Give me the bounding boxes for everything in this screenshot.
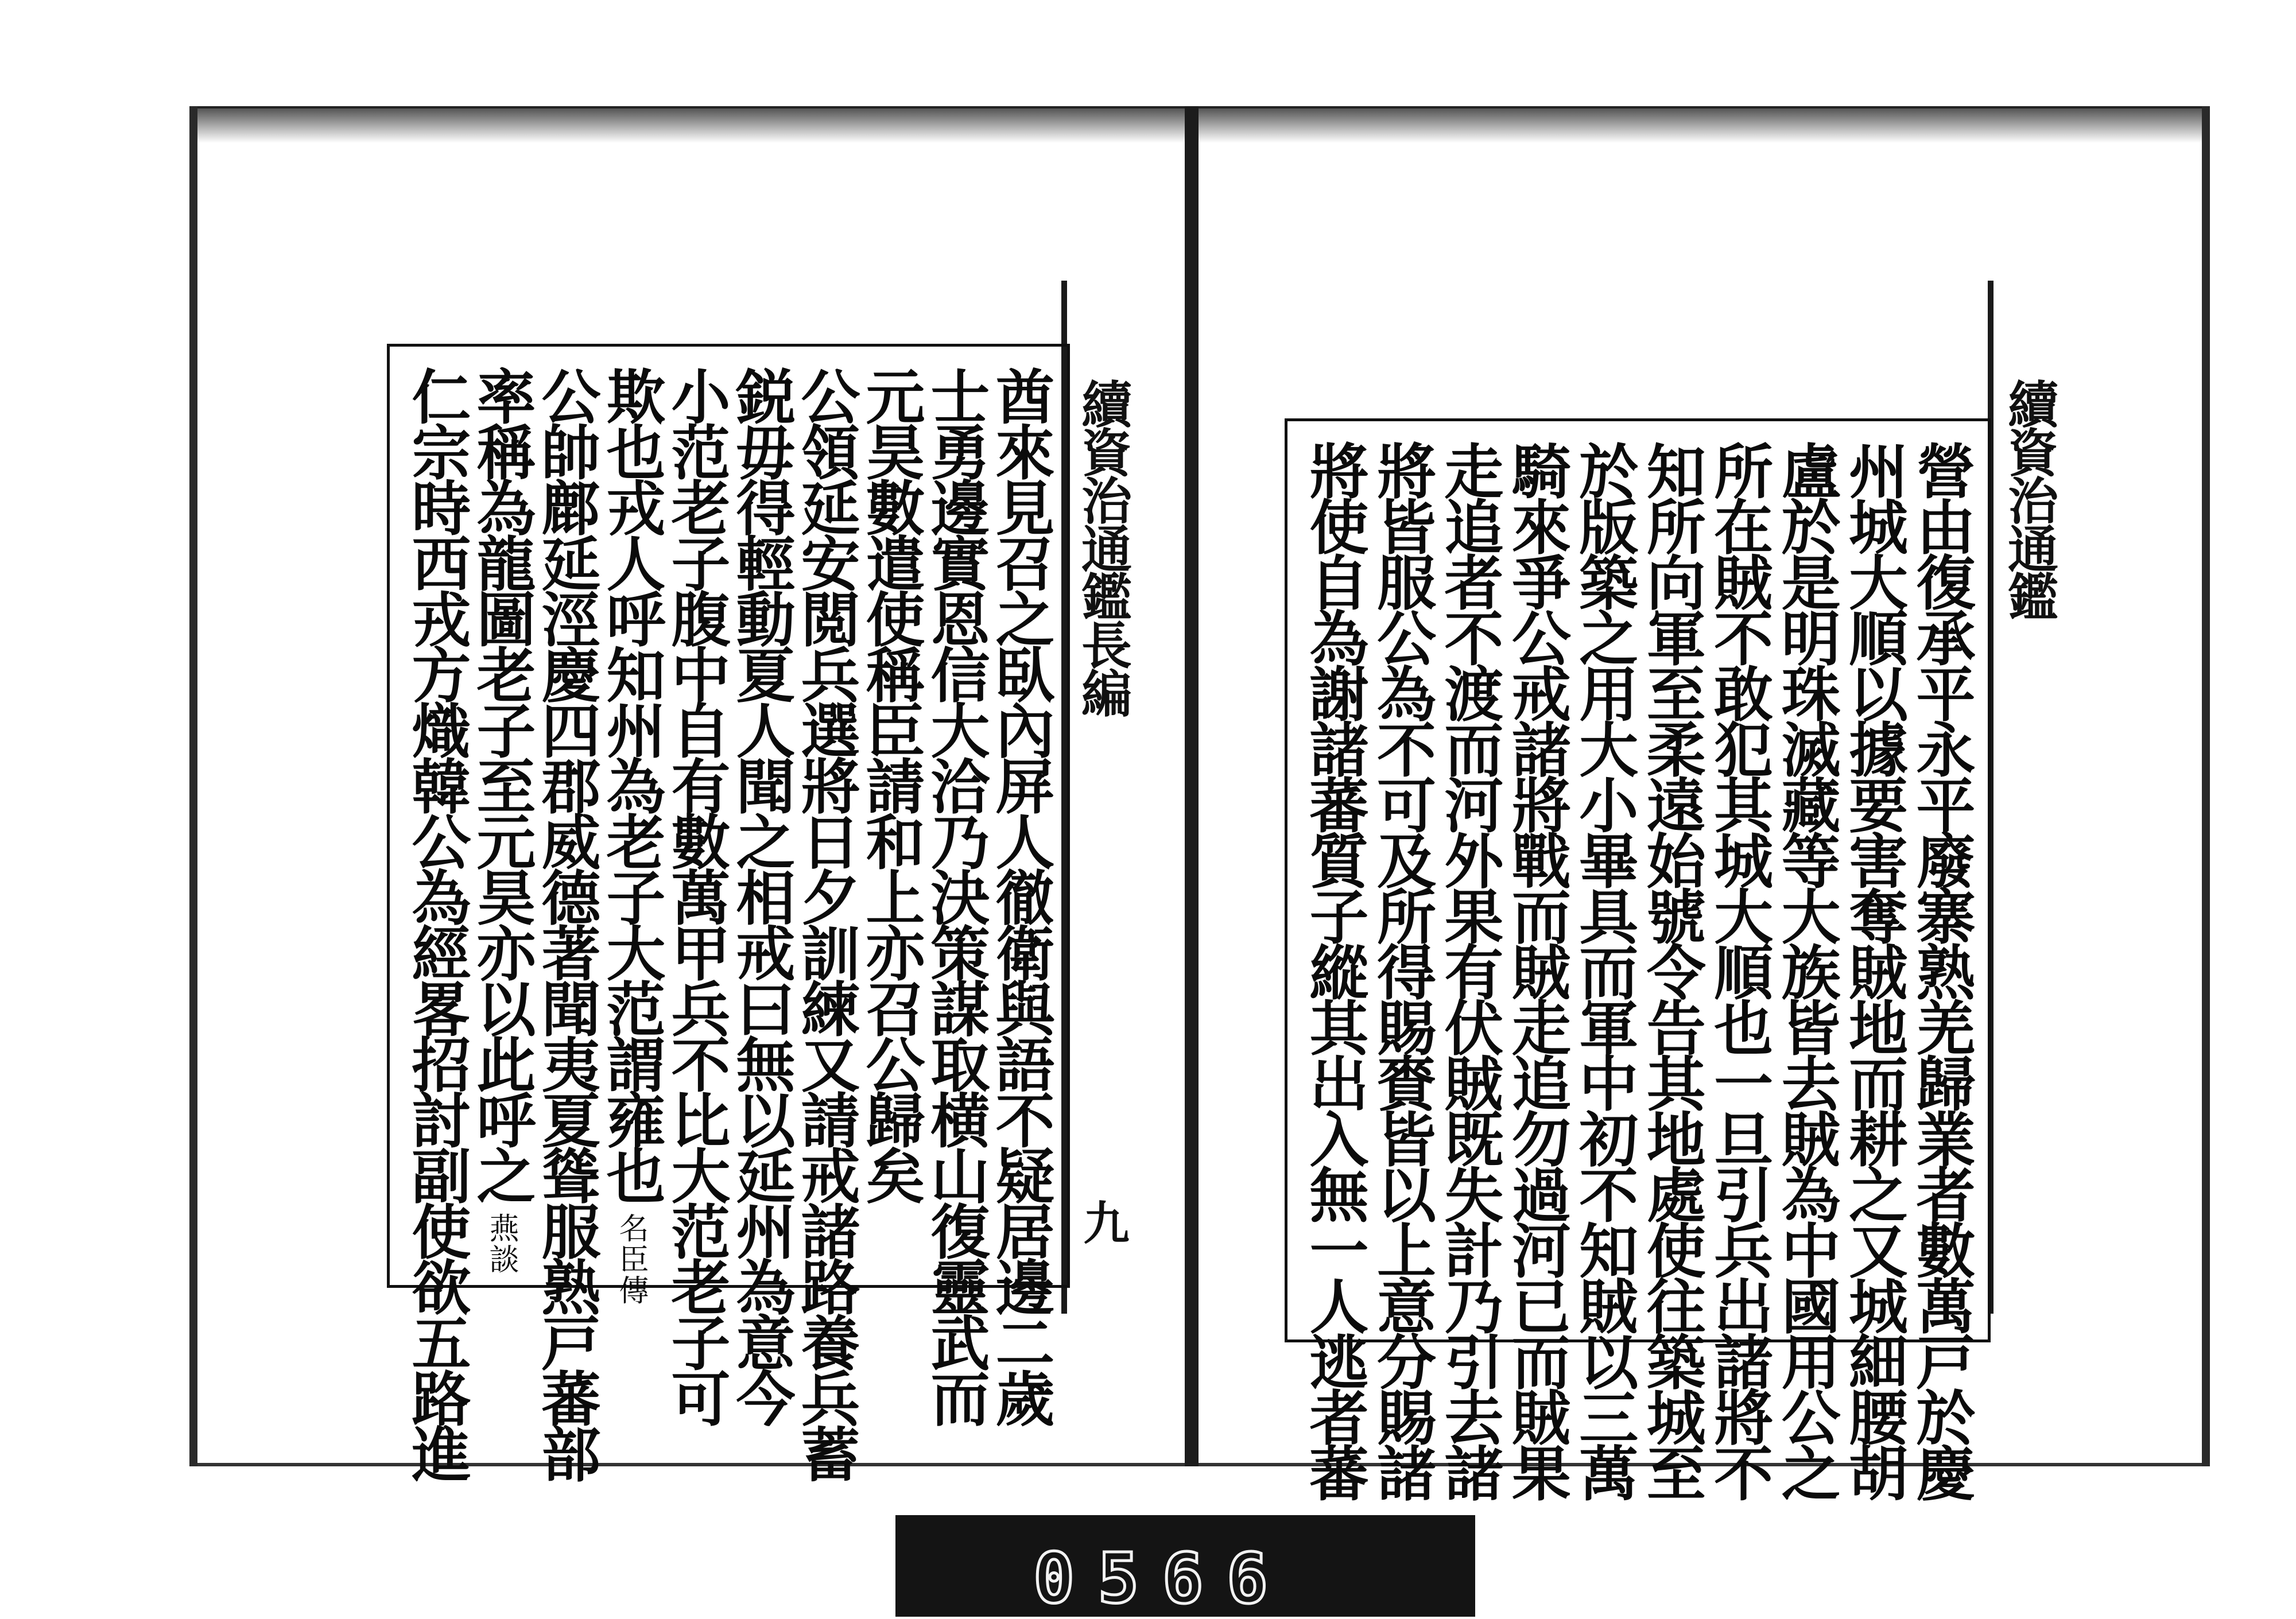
text-column: 走追者不渡而河外果有伏賊既失計乃引去諸	[1434, 441, 1504, 1498]
left-cover-edge	[189, 106, 197, 1466]
left-page-number: 九	[1076, 1199, 1130, 1245]
text-column: 公帥鄜延涇慶四郡威德著聞夷夏聳服熟戸蕃部	[532, 366, 601, 1480]
text-column: 酋來見召之臥內屏人徹衛與語不疑居邊二歲	[986, 366, 1055, 1424]
book-spread	[189, 106, 2210, 1498]
stamp-number: 0566	[1033, 1539, 1291, 1619]
right-cover-edge	[2202, 106, 2210, 1466]
left-text-columns	[402, 366, 1055, 1480]
left-margin-title: 續資治通鑑長編	[1073, 378, 1133, 716]
text-column: 仁宗時西戎方熾韓公為經畧招討副使欲五路進	[402, 366, 471, 1480]
text-column: 公領延安閲兵選將日夕訓練又請戒諸路養兵蓄	[791, 366, 860, 1480]
text-column: 騎來爭公戒諸將戰而賊走追勿過河已而賊果	[1502, 441, 1572, 1498]
right-text-frame	[1285, 418, 1991, 1498]
annotation-note: 燕談	[484, 1213, 518, 1275]
text-column: 小范老子腹中自有數萬甲兵不比大范老子可	[661, 366, 731, 1424]
text-column: 盧於是明珠滅藏等大族皆去賊為中國用公之	[1771, 441, 1841, 1498]
text-column: 將使自為謝諸蕃質子縱其出入無一人逃者蕃	[1300, 441, 1369, 1498]
text-column: 知所向軍至柔遠始號令告其地處使往築城至	[1636, 441, 1707, 1498]
text-column: 率稱為龍圖老子至元昊亦以此呼之燕談	[467, 366, 536, 1275]
text-column: 所在賊不敢犯其城大順也一旦引兵出諸將不	[1704, 441, 1774, 1498]
text-column: 鋭毋得輕動夏人聞之相戒曰無以延州為意今	[726, 366, 796, 1424]
text-column: 將皆服公為不可及所得賜賚皆以上意分賜諸	[1367, 441, 1437, 1498]
archive-number-stamp	[895, 1515, 1475, 1617]
text-column: 州城大順以據要害奪賊地而耕之又城細腰胡	[1839, 441, 1909, 1498]
text-column: 士勇邊實恩信大洽乃決策謀取横山復靈武而	[921, 366, 990, 1424]
left-text-frame	[387, 344, 1070, 1480]
annotation-note: 名臣傳	[614, 1213, 648, 1306]
right-margin-title: 續資治通鑑	[2000, 378, 2060, 619]
text-column: 元昊數遣使稱臣請和上亦召公歸矣	[856, 366, 925, 1201]
right-text-columns	[1300, 441, 1976, 1498]
text-column: 於版築之用大小畢具而軍中初不知賊以三萬	[1569, 441, 1639, 1498]
page-shadow	[1199, 108, 2202, 143]
text-column: 欺也戎人呼知州為老子大范謂雍也名臣傳	[596, 366, 666, 1306]
left-page	[197, 106, 1185, 1480]
page-shadow	[197, 108, 1185, 143]
center-gutter	[1185, 106, 1199, 1466]
right-page	[1199, 106, 2202, 1498]
text-column: 營由復承平永平廢寨熟羌歸業者數萬戸於慶	[1906, 441, 1976, 1498]
